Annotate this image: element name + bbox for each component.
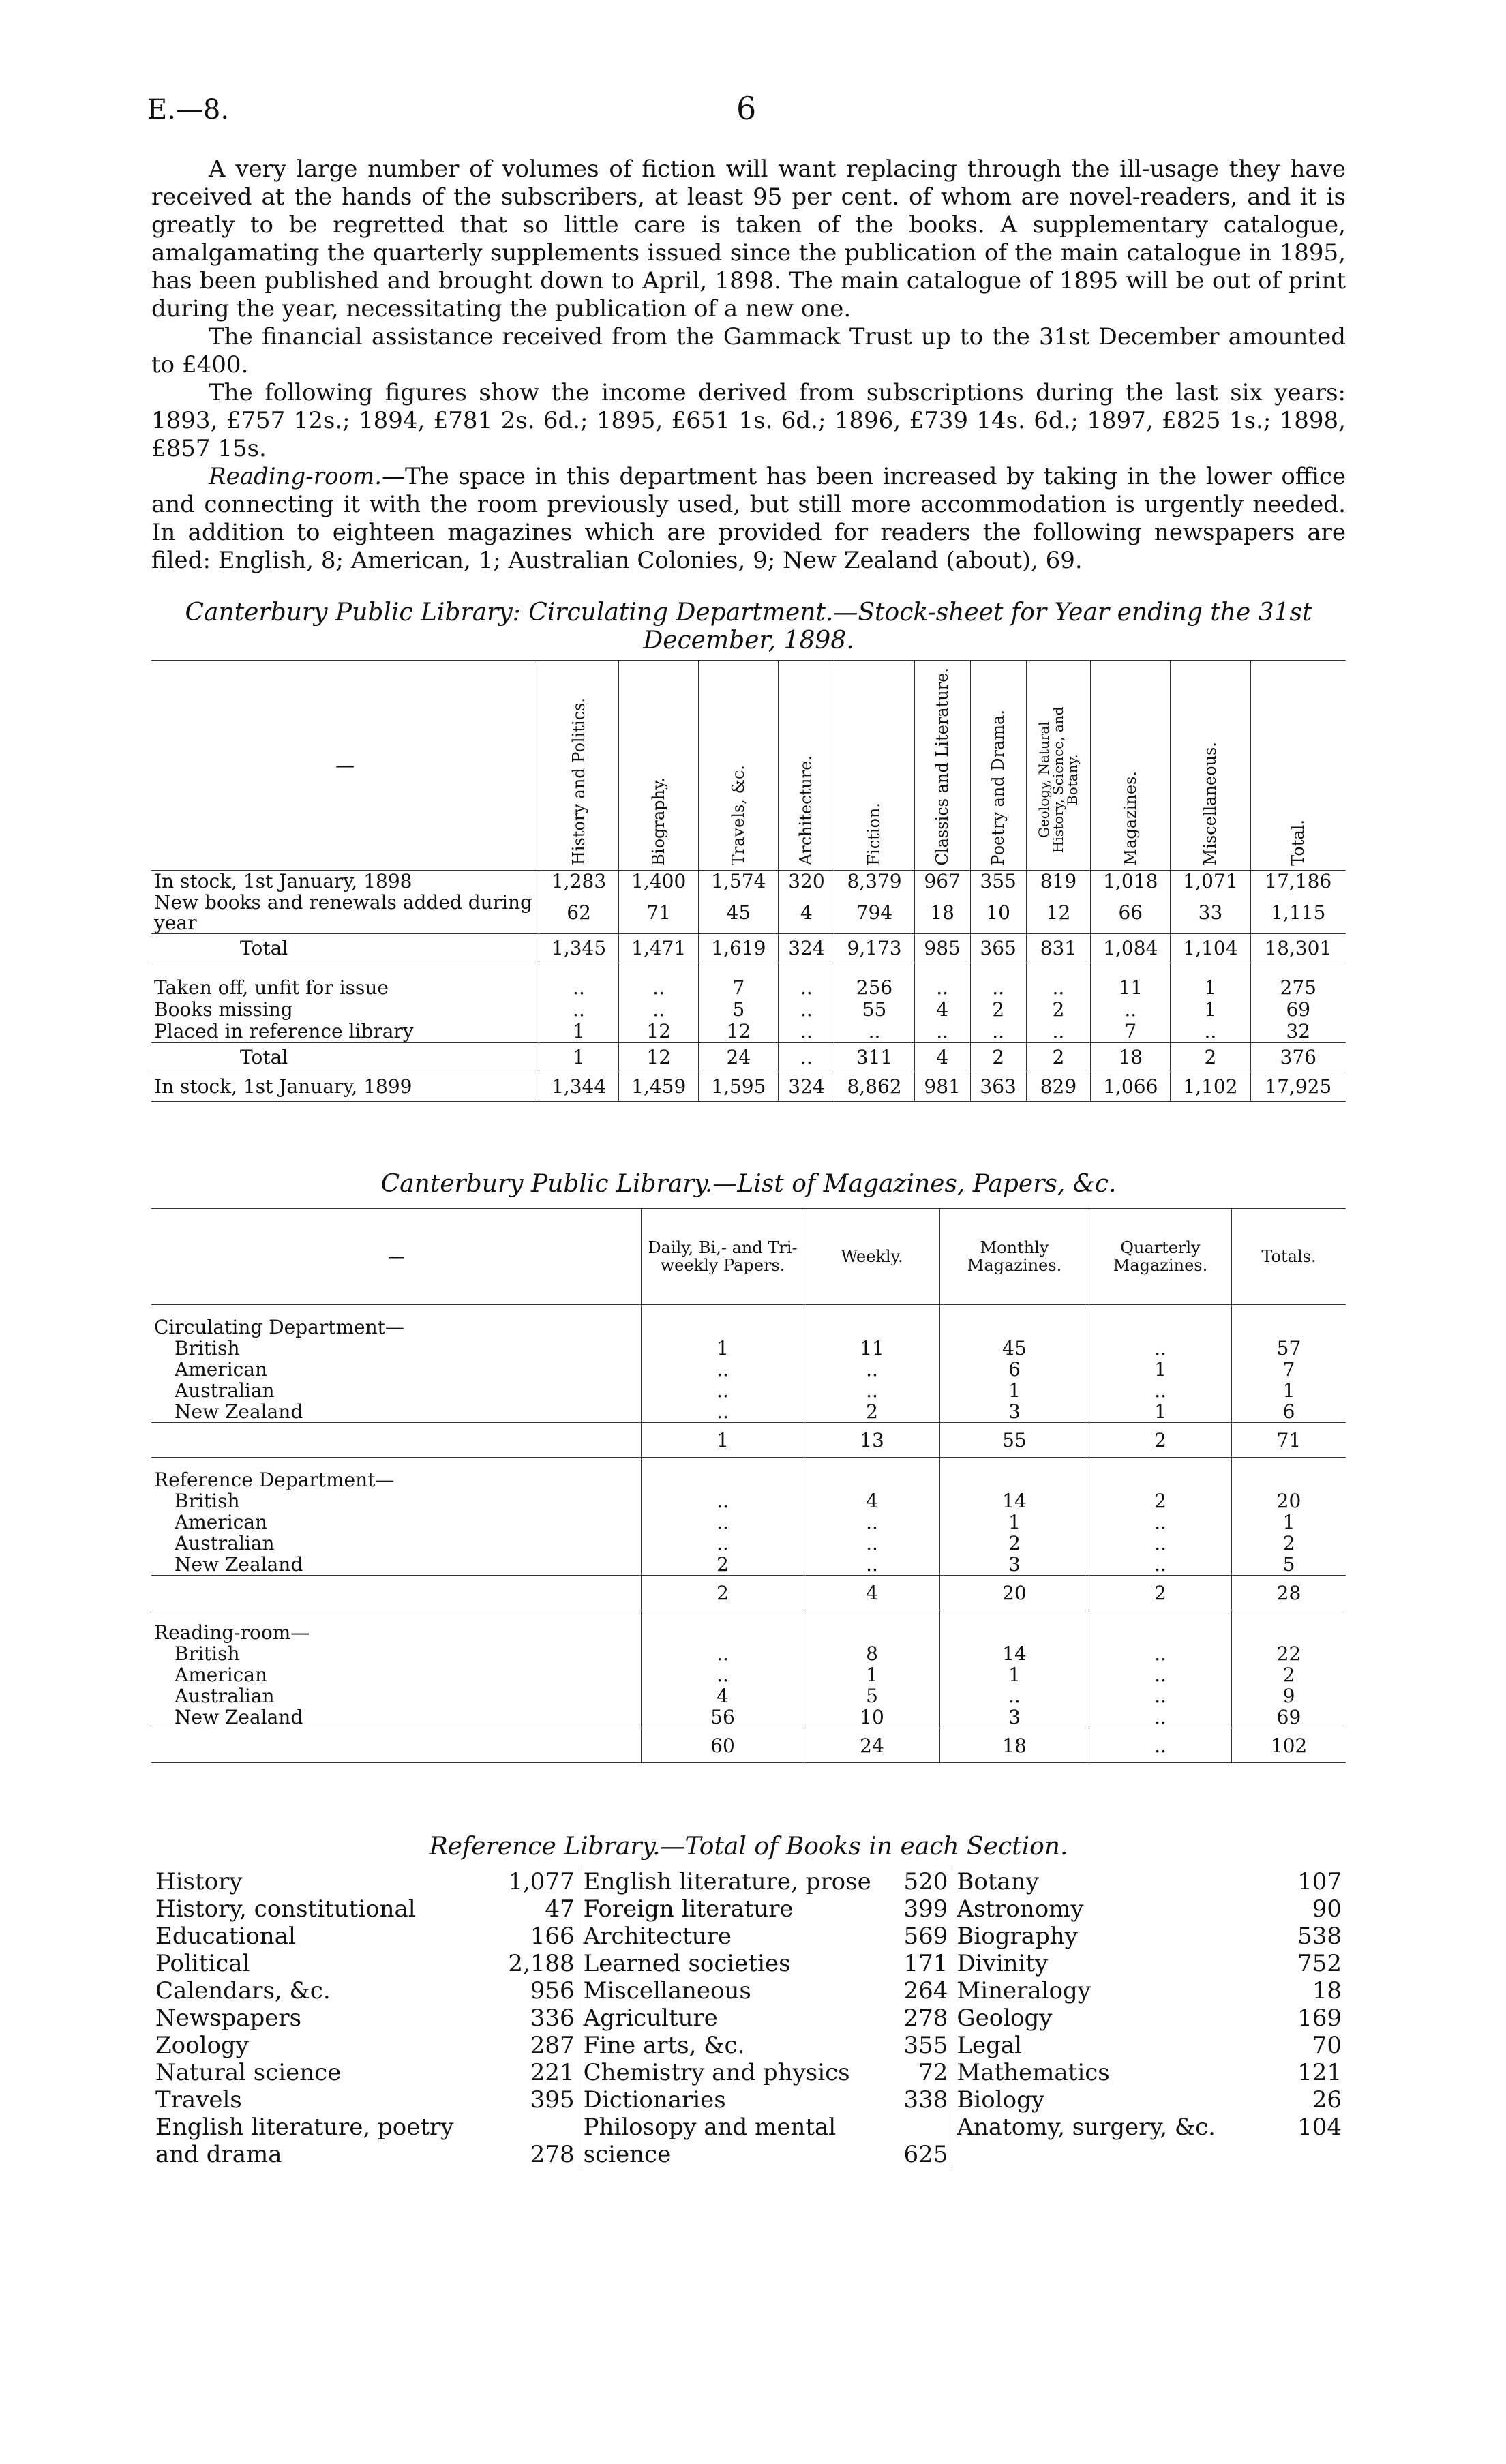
stock-col-header: Miscellaneous. xyxy=(1171,661,1250,871)
table-row: American .. .. 6 1 7 xyxy=(151,1359,1346,1380)
magazines-caption: Canterbury Public Library.—List of Magazines, Papers, &c. xyxy=(380,1170,1117,1198)
stock-col-header: Total. xyxy=(1250,661,1346,871)
table-row: Books missing .. .. 5 .. 55 4 2 2 .. 1 69 xyxy=(151,999,1346,1021)
magazines-table xyxy=(151,1208,1346,1763)
stock-caption-line1: Canterbury Public Library: Circulating Department.—Stock-sheet for Year ending the 31st xyxy=(185,599,1312,627)
table-row: In stock, 1st January, 1899 1,344 1,459 1,595 324 8,862 981 363 829 1,066 1,102 17,925 xyxy=(151,1072,1346,1102)
table-row: Placed in reference library 1 12 12 .. .. .. .. .. 7 .. 32 xyxy=(151,1021,1346,1043)
magazines-col-header: Weekly. xyxy=(804,1209,940,1305)
table-row: English literature, poetry and drama 278 Philosopy and mental science 625 Anatomy, surgery, &c. 104 xyxy=(155,2114,1342,2168)
table-row: New Zealand 2 .. 3 .. 5 xyxy=(151,1554,1346,1576)
table-row: New Zealand 56 10 3 .. 69 xyxy=(151,1707,1346,1728)
table-row: New Zealand .. 2 3 1 6 xyxy=(151,1401,1346,1423)
table-row: History, constitutional 47 Foreign literature 399 Astronomy 90 xyxy=(155,1895,1342,1923)
magazines-col-header: Totals. xyxy=(1232,1209,1346,1305)
table-row-total: 1 13 55 2 71 xyxy=(151,1423,1346,1458)
table-row-total: Total 1 12 24 .. 311 4 2 2 18 2 376 xyxy=(151,1043,1346,1072)
paragraph: The financial assistance received from the Gammack Trust up to the 31st December amounted to £400. xyxy=(151,323,1346,378)
table-row: Travels 395 Dictionaries 338 Biology 26 xyxy=(155,2086,1342,2114)
table-row: Zoology 287 Fine arts, &c. 355 Legal 70 xyxy=(155,2032,1342,2059)
stock-col-header: Poetry and Drama. xyxy=(970,661,1026,871)
stock-col-header: Magazines. xyxy=(1091,661,1171,871)
table-row: British .. 8 14 .. 22 xyxy=(151,1643,1346,1664)
table-row: Natural science 221 Chemistry and physics 72 Mathematics 121 xyxy=(155,2059,1342,2086)
page-reference: E.—8. xyxy=(147,94,230,125)
reading-room-heading: Reading-room. xyxy=(209,463,382,490)
table-row: Australian .. .. 2 .. 2 xyxy=(151,1533,1346,1554)
table-row: Educational 166 Architecture 569 Biography 538 xyxy=(155,1923,1342,1950)
stock-corner: — xyxy=(151,661,539,871)
table-row: Newspapers 336 Agriculture 278 Geology 169 xyxy=(155,2004,1342,2032)
stock-col-header: Fiction. xyxy=(834,661,914,871)
reference-caption: Reference Library.—Total of Books in each Section. xyxy=(429,1833,1068,1861)
stock-col-header: Travels, &c. xyxy=(699,661,779,871)
table-row: American .. 1 1 .. 2 xyxy=(151,1664,1346,1685)
magazines-col-header: Quarterly Magazines. xyxy=(1089,1209,1232,1305)
table-row: Taken off, unfit for issue .. .. 7 .. 256 .. .. .. 11 1 275 xyxy=(151,977,1346,999)
table-row: American .. .. 1 .. 1 xyxy=(151,1512,1346,1533)
table-row-total: 2 4 20 2 28 xyxy=(151,1576,1346,1610)
table-row: Australian 4 5 .. .. 9 xyxy=(151,1685,1346,1707)
table-row: New books and renewals added during year 62 71 45 4 794 18 10 12 66 33 1,115 xyxy=(151,892,1346,934)
paragraph: The following figures show the income derived from subscriptions during the last six years: 1893, £757 12s.; 1894, £781 2s. 6d.; 1895, £651 1s. 6d.; 1896, £739 14s. 6d.; 1897, £825 1s.; 1898, £857 15s. xyxy=(151,379,1346,462)
table-row: British 1 11 45 .. 57 xyxy=(151,1338,1346,1359)
table-row-total: 60 24 18 .. 102 xyxy=(151,1728,1346,1763)
paragraph: A very large number of volumes of fiction will want replacing through the ill-usage they have received at the hands of the subscribers, at least 95 per cent. of whom are novel-readers, and it is greatly to be regretted that so little care is taken of the books. A supplementary catalogue, amalgamating the quarterly supplements issued since the publication of the main catalogue in 1895, has been published and brought down to April, 1898. The main catalogue of 1895 will be out of print during the year, necessitating the publication of a new one. xyxy=(151,155,1346,322)
body-text xyxy=(151,155,1346,575)
section-row: Reference Department— xyxy=(151,1458,1346,1491)
table-row: Australian .. .. 1 .. 1 xyxy=(151,1380,1346,1401)
stock-col-header: Biography. xyxy=(619,661,699,871)
table-row: In stock, 1st January, 1898 1,283 1,400 1,574 320 8,379 967 355 819 1,018 1,071 17,186 xyxy=(151,871,1346,893)
section-row: Reading-room— xyxy=(151,1610,1346,1644)
magazines-col-header: Monthly Magazines. xyxy=(940,1209,1089,1305)
stock-caption-line2: December, 1898. xyxy=(643,627,854,655)
table-row: Political 2,188 Learned societies 171 Divinity 752 xyxy=(155,1950,1342,1977)
table-row: British .. 4 14 2 20 xyxy=(151,1490,1346,1512)
table-row: Calendars, &c. 956 Miscellaneous 264 Mineralogy 18 xyxy=(155,1977,1342,2004)
stock-col-header: Architecture. xyxy=(779,661,834,871)
reference-table xyxy=(151,1868,1346,2168)
page-number: 6 xyxy=(736,90,757,127)
stock-col-header: Geology, Natural History, Science, and Botany. xyxy=(1026,661,1091,871)
stock-col-header: Classics and Literature. xyxy=(914,661,970,871)
paragraph-reading-room xyxy=(151,463,1346,575)
reading-room-text: —The space in this department has been increased by taking in the lower office and connecting it with the room previously used, but still more accommodation is urgently needed. In addition to eighteen magazines which are provided for readers the following newspapers are filed: English, 8; American, 1; Australian Colonies, 9; New Zealand (about), 69. xyxy=(151,463,1346,574)
stock-table xyxy=(151,660,1346,1102)
section-row: Circulating Department— xyxy=(151,1305,1346,1338)
stock-caption xyxy=(151,599,1346,655)
table-row-total: Total 1,345 1,471 1,619 324 9,173 985 365 831 1,084 1,104 18,301 xyxy=(151,934,1346,963)
magazines-corner: — xyxy=(151,1209,642,1305)
stock-col-header: History and Politics. xyxy=(539,661,619,871)
magazines-col-header: Daily, Bi,- and Tri-weekly Papers. xyxy=(642,1209,804,1305)
table-row: History 1,077 English literature, prose 520 Botany 107 xyxy=(155,1868,1342,1895)
